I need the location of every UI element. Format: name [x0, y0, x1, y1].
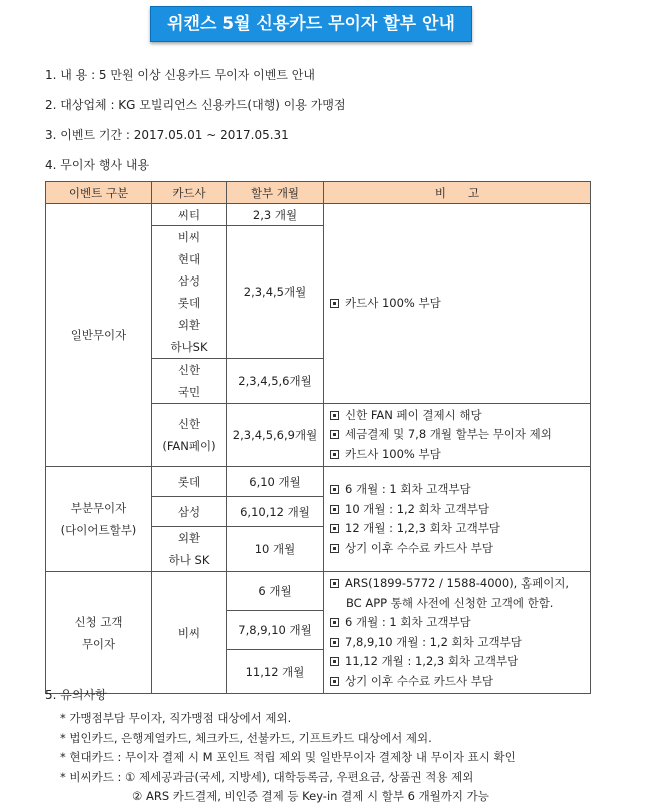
card-cell: 씨티 [152, 204, 227, 226]
months-cell: 6 개월 [227, 572, 324, 611]
card-cell: 외환 하나 SK [152, 527, 227, 572]
list-item: * 가맹점부담 무이자, 직가맹점 대상에서 제외. [60, 711, 292, 725]
header-category: 이벤트 구분 [46, 182, 152, 204]
note-fan: 신한 FAN 페이 결제시 해당 세금결제 및 7,8 개월 할부는 무이자 제외 카드사 100% 부담 [324, 404, 591, 467]
note-apply: ARS(1899-5772 / 1588-4000), 홈페이지, BC APP 통해 사전에 신청한 고객에 한함. 6 개월 : 1 회차 고객부담 7,8,9,10 개월 : 1,2 회차 고객부담 11,12 개월 : 1,2,3 회차 고객부담 상기 이후 수수료 카드사 부담 [324, 572, 591, 694]
header-card: 카드사 [152, 182, 227, 204]
months-cell: 10 개월 [227, 527, 324, 572]
months-cell: 7,8,9,10 개월 [227, 611, 324, 650]
cautions-list [60, 709, 516, 807]
list-item: * 법인카드, 은행계열카드, 체크카드, 선불카드, 기프트카드 대상에서 제외. [60, 730, 432, 745]
bullet-icon [330, 485, 339, 494]
event-table [45, 181, 591, 694]
bullet-icon [330, 411, 339, 420]
card-cell: 롯데 [152, 467, 227, 497]
months-cell: 2,3 개월 [227, 204, 324, 226]
months-cell: 2,3,4,5개월 [227, 226, 324, 359]
months-cell: 6,10 개월 [227, 467, 324, 497]
list-item: ② ARS 카드결제, 비인증 결제 등 Key-in 결제 시 할부 6 개월까지 가능 [132, 789, 489, 803]
card-cell: 신한 국민 [152, 359, 227, 404]
table-row [46, 467, 591, 497]
months-cell: 2,3,4,5,6개월 [227, 359, 324, 404]
category-apply: 신청 고객 무이자 [46, 572, 152, 694]
page-title-banner [150, 6, 472, 42]
card-cell: 비씨 현대 삼성 롯데 외환 하나SK [152, 226, 227, 359]
bullet-icon [330, 657, 339, 666]
list-item: * 현대카드 : 무이자 결제 시 M 포인트 적립 제외 및 일반무이자 결제창 내 무이자 표시 확인 [60, 750, 516, 764]
category-general: 일반무이자 [46, 204, 152, 467]
bullet-icon [330, 299, 339, 308]
bullet-icon [330, 544, 339, 553]
bullet-icon [330, 450, 339, 459]
info-period: 3. 이벤트 기간 : 2017.05.01 ~ 2017.05.31 [45, 128, 289, 142]
bullet-icon [330, 524, 339, 533]
list-item: * 비씨카드 : ① 제세공과금(국세, 지방세), 대학등록금, 우편요금, 상품권 적용 제외 [60, 769, 474, 784]
bullet-icon [330, 505, 339, 514]
info-content: 1. 내 용 : 5 만원 이상 신용카드 무이자 이벤트 안내 [45, 68, 315, 82]
bullet-icon [330, 579, 339, 588]
bullet-icon [330, 430, 339, 439]
months-cell: 11,12 개월 [227, 650, 324, 694]
note-partial: 6 개월 : 1 회차 고객부담 10 개월 : 1,2 회차 고객부담 12 개월 : 1,2,3 회차 고객부담 상기 이후 수수료 카드사 부담 [324, 467, 591, 572]
table-row [46, 204, 591, 226]
info-event-heading: 4. 무이자 행사 내용 [45, 158, 150, 172]
bullet-icon [330, 638, 339, 647]
cautions-heading: 5. 유의사항 [45, 688, 107, 702]
table-row [46, 572, 591, 611]
note-general: 카드사 100% 부담 [324, 204, 591, 404]
card-cell: 신한 (FAN페이) [152, 404, 227, 467]
info-target: 2. 대상업체 : KG 모빌리언스 신용카드(대행) 이용 가맹점 [45, 98, 346, 112]
months-cell: 6,10,12 개월 [227, 497, 324, 527]
header-note: 비 고 [324, 182, 591, 204]
months-cell: 2,3,4,5,6,9개월 [227, 404, 324, 467]
bullet-icon [330, 677, 339, 686]
table-header-row [46, 182, 591, 204]
card-cell: 비씨 [152, 572, 227, 694]
card-cell: 삼성 [152, 497, 227, 527]
header-months: 할부 개월 [227, 182, 324, 204]
page-title: 위캔스 5월 신용카드 무이자 할부 안내 [167, 14, 455, 34]
bullet-icon [330, 618, 339, 627]
category-partial: 부분무이자 (다이어트할부) [46, 467, 152, 572]
